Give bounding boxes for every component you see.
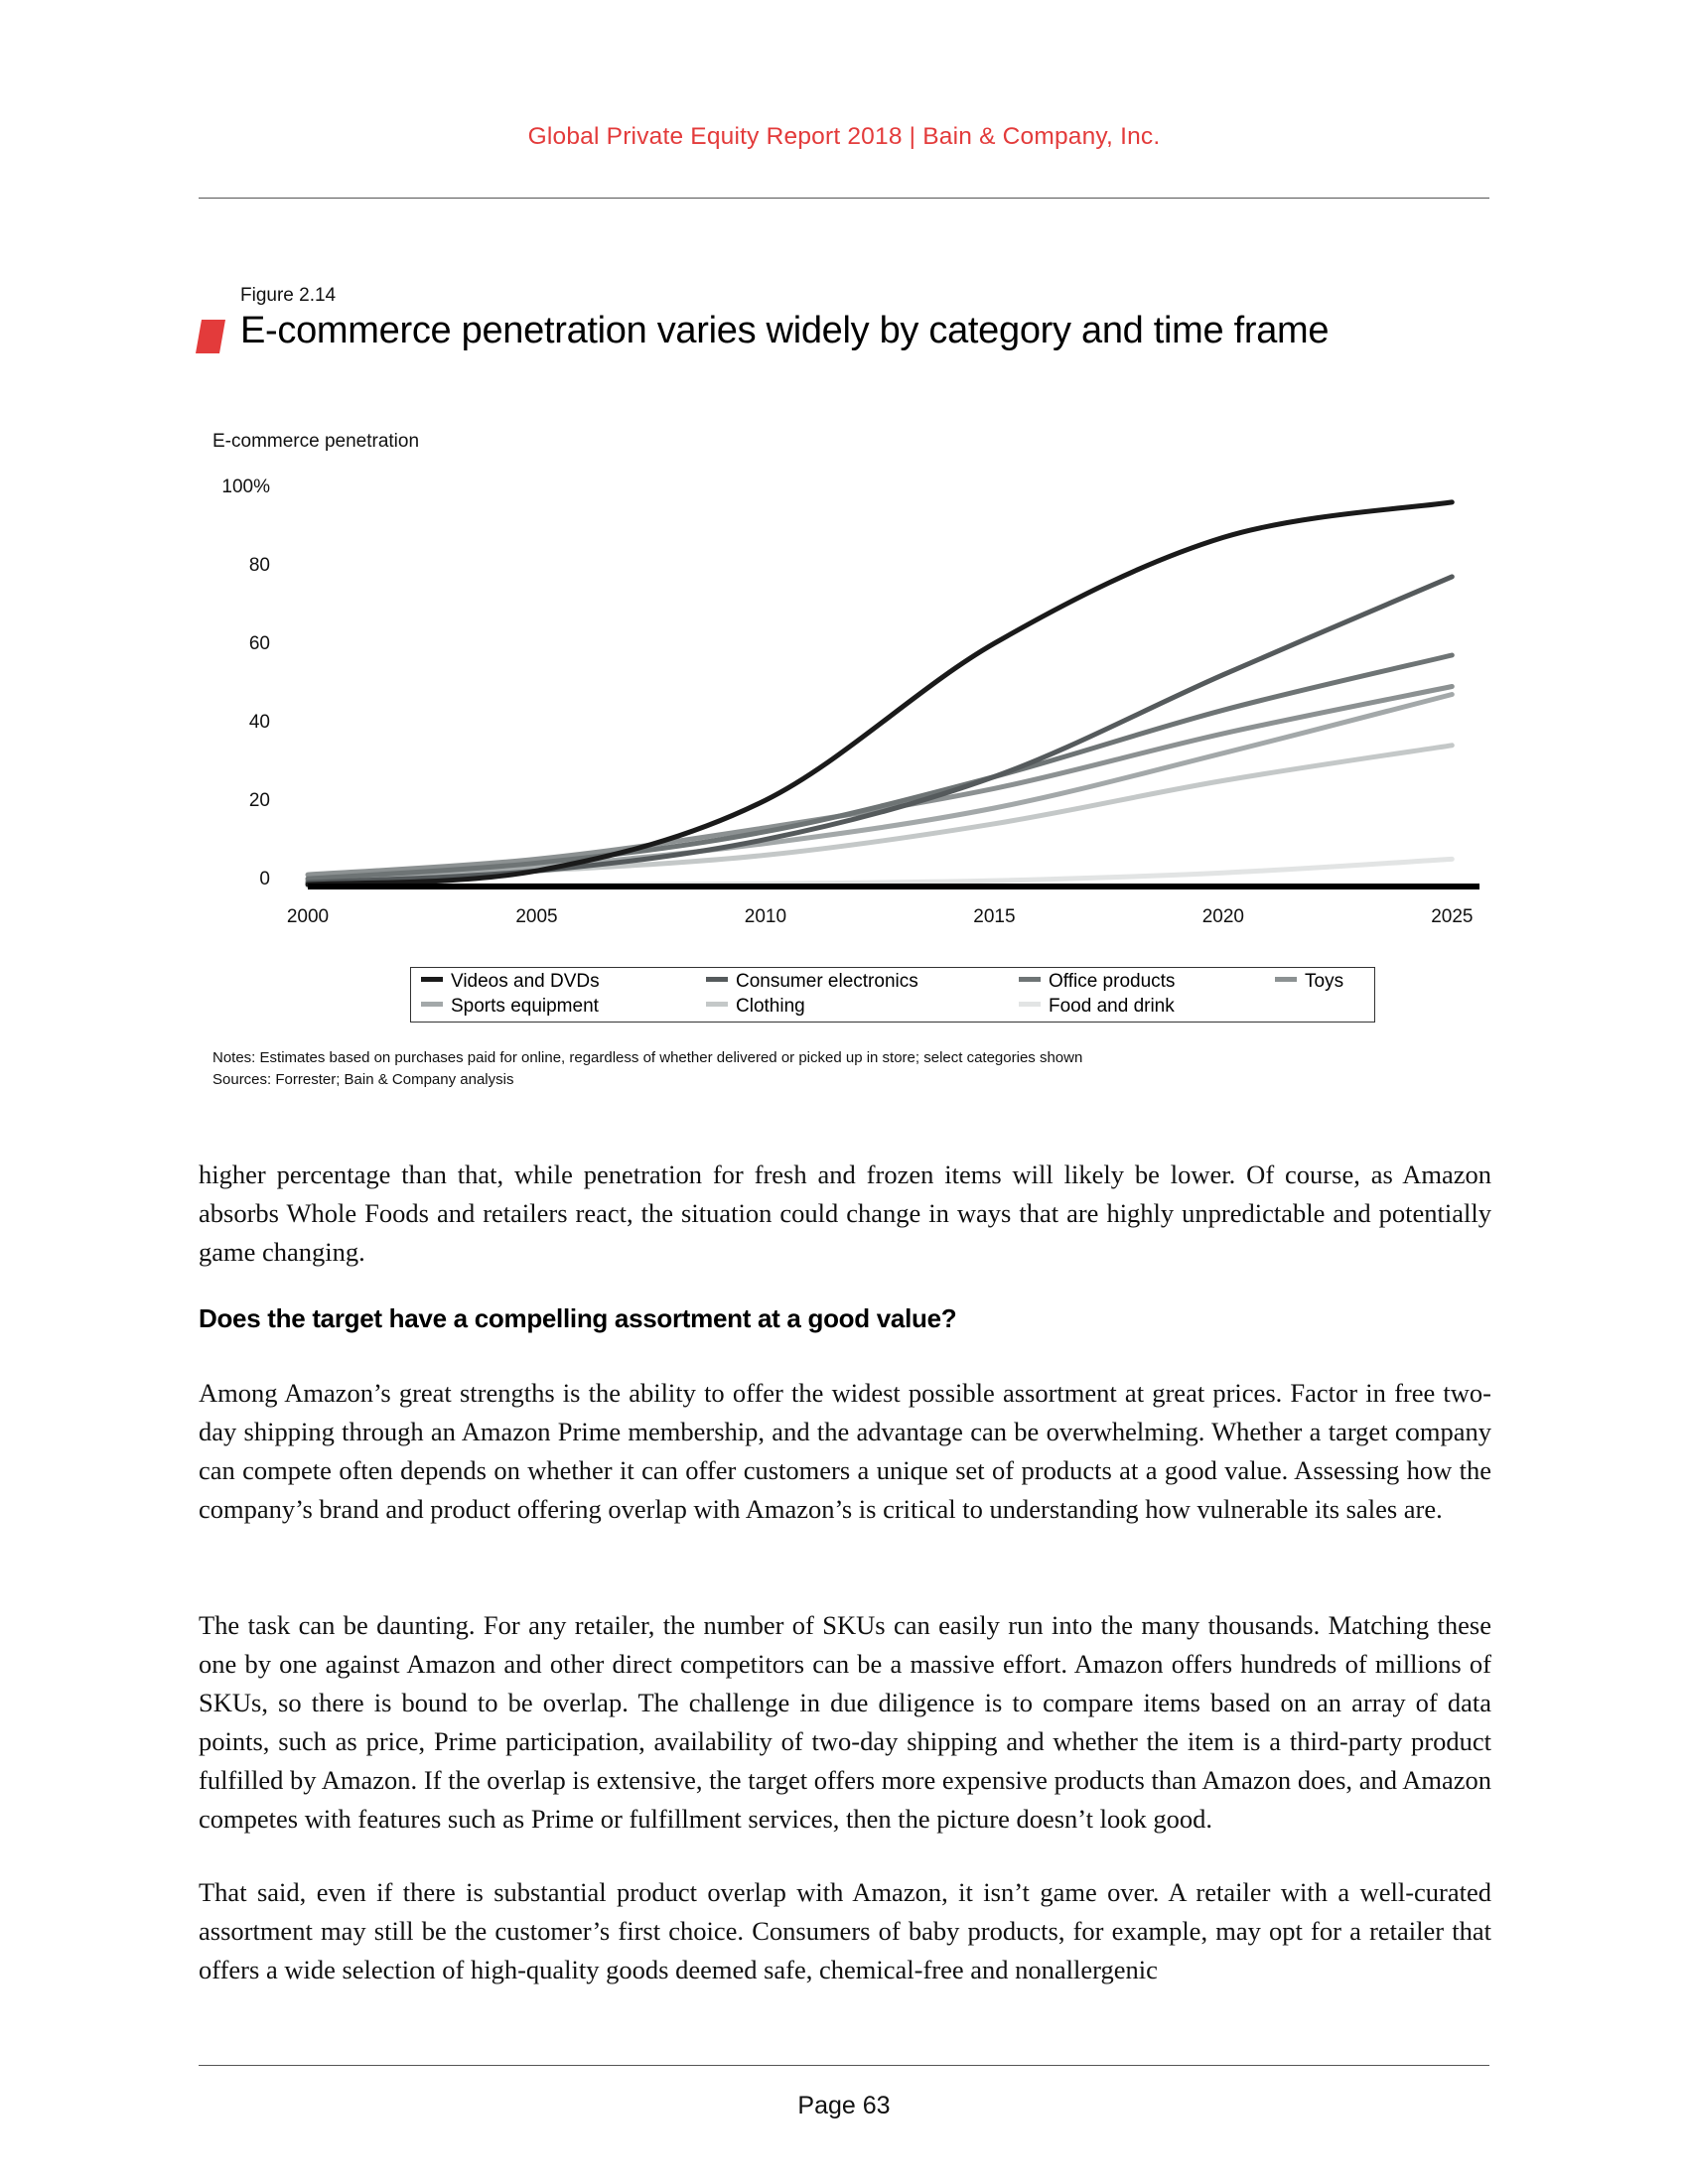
figure-notes: [212, 1047, 1082, 1091]
legend-label: Clothing: [736, 996, 805, 1017]
y-axis-ticks: [221, 477, 270, 889]
legend-swatch: [1019, 1002, 1041, 1007]
header-rule: [199, 198, 1489, 199]
legend-label: Office products: [1049, 971, 1176, 992]
y-tick-label: 20: [248, 790, 270, 811]
legend-item-clothing: [706, 995, 805, 1019]
y-tick-label: 0: [259, 869, 270, 889]
y-tick-label: 80: [248, 555, 270, 576]
legend-item-toys: [1275, 970, 1343, 994]
x-tick-label: 2005: [515, 906, 558, 927]
penetration-chart: [199, 422, 1489, 938]
legend-label: Sports equipment: [451, 996, 599, 1017]
legend-label: Food and drink: [1049, 996, 1175, 1017]
report-header-title: Global Private Equity Report 2018 | Bain & Company, Inc.: [527, 123, 1161, 150]
legend-label: Videos and DVDs: [451, 971, 600, 992]
legend-item-videos: [421, 970, 600, 994]
legend-swatch: [421, 977, 443, 982]
sources-text: Sources: Forrester; Bain & Company analysis: [212, 1071, 514, 1088]
notes-text: Notes: Estimates based on purchases paid for online, regardless of whether delivered or picked up in store; select categories shown: [212, 1049, 1083, 1066]
y-axis-title: E-commerce penetration: [212, 431, 420, 452]
chart-svg: [199, 422, 1489, 938]
legend-label: Toys: [1305, 971, 1344, 992]
legend-swatch: [706, 977, 728, 982]
x-tick-label: 2015: [973, 906, 1016, 927]
paragraph-3: The task can be daunting. For any retailer, the number of SKUs can easily run into the many thousands. Matching these one by one against Amazon and other direct competitors can be a massive effort. Amazon offers hundreds of millions of SKUs, so there is bound to be overlap. The challenge in due diligence is to compare items based on an array of data points, such as price, Prime participation, availability of two-day shipping and whether the item is a third-party product fulfilled by Amazon. If the overlap is extensive, the target offers more expensive products than Amazon does, and Amazon competes with features such as Prime or fulfillment services, then the picture doesn’t look good.: [199, 1610, 1491, 1834]
series-lines: [308, 502, 1452, 887]
section-subhead: Does the target have a compelling assortment at a good value?: [199, 1303, 957, 1333]
series-line-consumer-electronics: [308, 577, 1452, 883]
legend-swatch: [1019, 977, 1041, 982]
legend-item-sports-equipment: [421, 995, 599, 1019]
legend-item-consumer-electronics: [706, 970, 918, 994]
legend-item-food-and-drink: [1019, 995, 1175, 1019]
x-tick-label: 2000: [286, 906, 330, 927]
page-number: Page 63: [797, 2092, 891, 2119]
x-tick-label: 2010: [744, 906, 787, 927]
x-axis-ticks: [287, 906, 1474, 927]
y-tick-label: 40: [248, 712, 270, 733]
figure-marker-icon: [196, 320, 225, 353]
y-tick-label: 100%: [221, 477, 270, 497]
legend-swatch: [421, 1002, 443, 1007]
paragraph-2: Among Amazon’s great strengths is the ability to offer the widest possible assortment at great prices. Factor in free two-day shipping through an Amazon Prime membership, and the advantage can be overwhelming. Whether a target company can compete often depends on whether it can offer customers a unique set of products at a good value. Assessing how the company’s brand and product offering overlap with Amazon’s is critical to understanding how vulnerable its sales are.: [199, 1378, 1491, 1524]
legend-label: Consumer electronics: [736, 971, 918, 992]
y-tick-label: 60: [248, 633, 270, 654]
legend-item-office-products: [1019, 970, 1175, 994]
paragraph-1: higher percentage than that, while penetration for fresh and frozen items will likely be lower. Of course, as Amazon absorbs Whole Foods and retailers react, the situation could change in ways that are highly unpredictable and potentially game changing.: [199, 1160, 1491, 1267]
series-line-toys: [308, 687, 1452, 876]
paragraph-4: That said, even if there is substantial product overlap with Amazon, it isn’t game over. A retailer with a well-curated assortment may still be the customer’s first choice. Consumers of baby products, for example, may opt for a retailer that offers a wide selection of high-quality goods deemed safe, chemical-free and nonallergenic: [199, 1877, 1491, 1984]
figure-title: E-commerce penetration varies widely by category and time frame: [240, 310, 1330, 351]
footer-rule: [199, 2065, 1489, 2066]
chart-legend: [410, 967, 1375, 1023]
series-line-office-products: [308, 655, 1452, 879]
legend-swatch: [706, 1002, 728, 1007]
figure-label: Figure 2.14: [240, 285, 337, 306]
x-tick-label: 2020: [1201, 906, 1245, 927]
legend-swatch: [1275, 977, 1297, 982]
x-tick-label: 2025: [1431, 906, 1474, 927]
